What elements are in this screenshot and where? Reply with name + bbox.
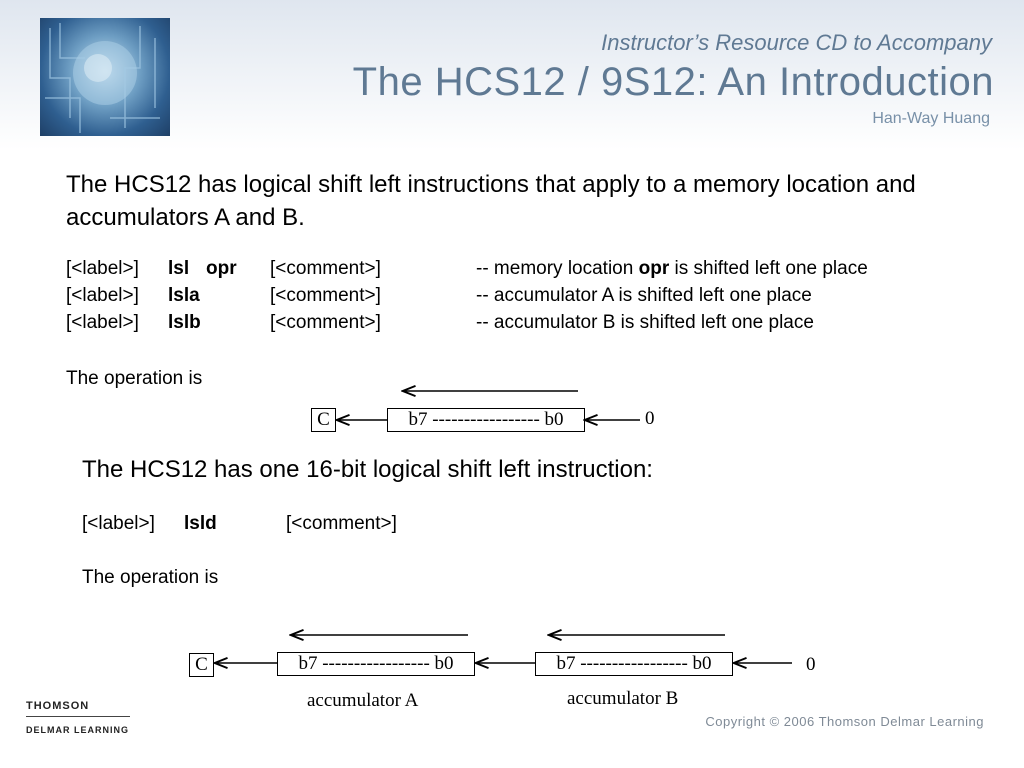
header-subtitle: Instructor’s Resource CD to Accompany: [601, 30, 992, 55]
mnemonic: lsla: [168, 285, 200, 306]
description-bold: opr: [638, 258, 670, 279]
comment-token: [<comment>]: [270, 312, 381, 333]
label-token: [<label>]: [66, 285, 139, 306]
mnemonic: lsl: [168, 258, 190, 279]
label-token: [<label>]: [66, 312, 139, 333]
header-author: Han-Way Huang: [872, 110, 990, 127]
operation-caption: The operation is: [82, 567, 219, 588]
comment-token: [<comment>]: [270, 285, 381, 306]
instruction-description: -- accumulator A is shifted left one place: [476, 285, 812, 306]
mnemonic: lslb: [168, 312, 201, 333]
zero-input: 0: [806, 654, 816, 675]
instruction-description: -- accumulator B is shifted left one place: [476, 312, 814, 333]
comment-token: [<comment>]: [270, 258, 381, 279]
description-text: -- memory location: [476, 258, 639, 279]
section-heading: The HCS12 has one 16-bit logical shift left instruction:: [82, 456, 653, 483]
register-box: b7 ----------------- b0: [387, 408, 585, 432]
accumulator-b-box: b7 ----------------- b0: [535, 652, 733, 676]
label-token: [<label>]: [66, 258, 139, 279]
publisher-logo-line1: THOMSON: [26, 700, 90, 712]
description-text-end: is shifted left one place: [669, 258, 868, 279]
operation-caption: The operation is: [66, 368, 203, 389]
comment-token: [<comment>]: [286, 513, 397, 534]
logo-divider: [26, 716, 130, 717]
accumulator-b-caption: accumulator B: [567, 688, 679, 709]
copyright-notice: Copyright © 2006 Thomson Delmar Learning: [705, 714, 984, 729]
accumulator-a-box: b7 ----------------- b0: [277, 652, 475, 676]
label-token: [<label>]: [82, 513, 155, 534]
operand: opr: [206, 258, 237, 279]
carry-bit-box: C: [311, 408, 336, 432]
intro-paragraph: The HCS12 has logical shift left instructions that apply to a memory location and accumulators A and B.: [66, 171, 916, 231]
accumulator-a-caption: accumulator A: [307, 690, 419, 711]
publisher-logo: [26, 700, 136, 735]
zero-input: 0: [645, 408, 655, 429]
publisher-logo-line2: DELMAR LEARNING: [26, 725, 129, 735]
carry-bit-box: C: [189, 653, 214, 677]
mnemonic: lsld: [184, 513, 217, 534]
header-title: The HCS12 / 9S12: An Introduction: [352, 60, 994, 104]
